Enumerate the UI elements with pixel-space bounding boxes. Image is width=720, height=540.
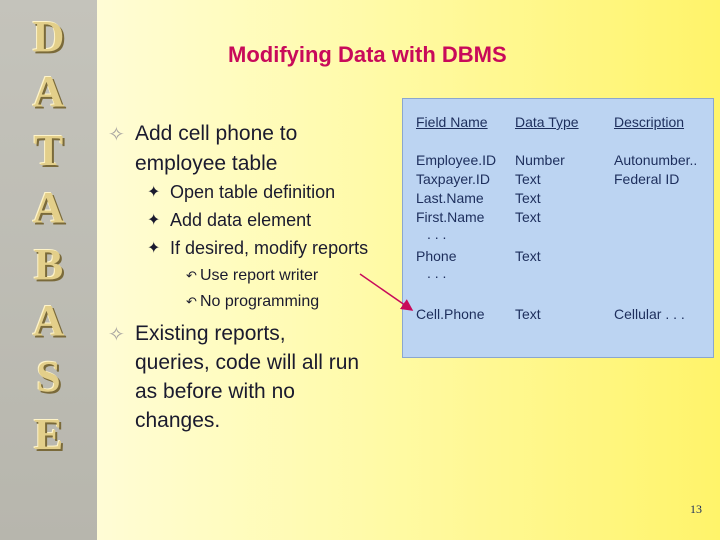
field-name-cell: First.Name	[416, 209, 485, 225]
ellipsis-cell: . . .	[427, 226, 447, 242]
sidebar-letter: A	[32, 67, 65, 116]
field-name-cell: Cell.Phone	[416, 306, 485, 322]
diamond-star-bullet-icon: ✧	[108, 324, 125, 346]
page-number: 13	[690, 502, 702, 516]
bullet-text: Add cell phone to	[135, 122, 298, 145]
sidebar-letter: E	[33, 410, 64, 459]
cross-star-bullet-icon: ✦	[147, 240, 161, 257]
field-name-cell: Employee.ID	[416, 152, 497, 168]
data-type-cell: Text	[515, 171, 541, 187]
sidebar-letter: D	[32, 12, 65, 61]
sub-bullet-text: Open table definition	[170, 182, 336, 202]
data-type-cell: Number	[515, 152, 565, 168]
sidebar-letter: B	[33, 240, 64, 289]
field-name-cell: Taxpayer.ID	[416, 171, 490, 187]
bullet-text: queries, code will all run	[135, 351, 360, 374]
diamond-star-bullet-icon: ✧	[108, 124, 125, 146]
data-type-cell: Text	[515, 306, 541, 322]
slide-title: Modifying Data with DBMS	[228, 42, 507, 67]
data-type-cell: Text	[515, 248, 541, 264]
field-name-cell: Phone	[416, 248, 457, 264]
sidebar-letter: A	[32, 183, 65, 232]
sidebar-letter: T	[33, 126, 64, 175]
cross-star-bullet-icon: ✦	[147, 212, 161, 229]
sub-sub-bullet-text: No programming	[200, 293, 320, 310]
field-name-cell: Last.Name	[416, 190, 484, 206]
description-cell: Cellular . . .	[614, 306, 685, 322]
description-cell: Federal ID	[614, 171, 680, 187]
data-type-cell: Text	[515, 209, 541, 225]
description-cell: Autonumber..	[614, 152, 698, 168]
sidebar-letter: A	[32, 296, 65, 345]
sub-sub-bullet-text: Use report writer	[200, 267, 319, 284]
ellipsis-cell: . . .	[427, 265, 447, 281]
curl-bullet-icon: ↶	[186, 294, 197, 309]
column-header: Data Type	[515, 114, 579, 130]
curl-bullet-icon: ↶	[186, 268, 197, 283]
bullet-text: as before with no	[135, 380, 295, 403]
column-header: Field Name	[416, 114, 488, 130]
data-type-cell: Text	[515, 190, 541, 206]
bullet-text: changes.	[135, 409, 221, 432]
sub-bullet-text: Add data element	[170, 210, 312, 230]
column-header: Description	[614, 114, 685, 130]
sidebar-letter: S	[36, 352, 61, 401]
sub-bullet-text: If desired, modify reports	[170, 238, 369, 258]
bullet-text: employee table	[135, 152, 278, 175]
bullet-text: Existing reports,	[135, 322, 286, 345]
cross-star-bullet-icon: ✦	[147, 184, 161, 201]
